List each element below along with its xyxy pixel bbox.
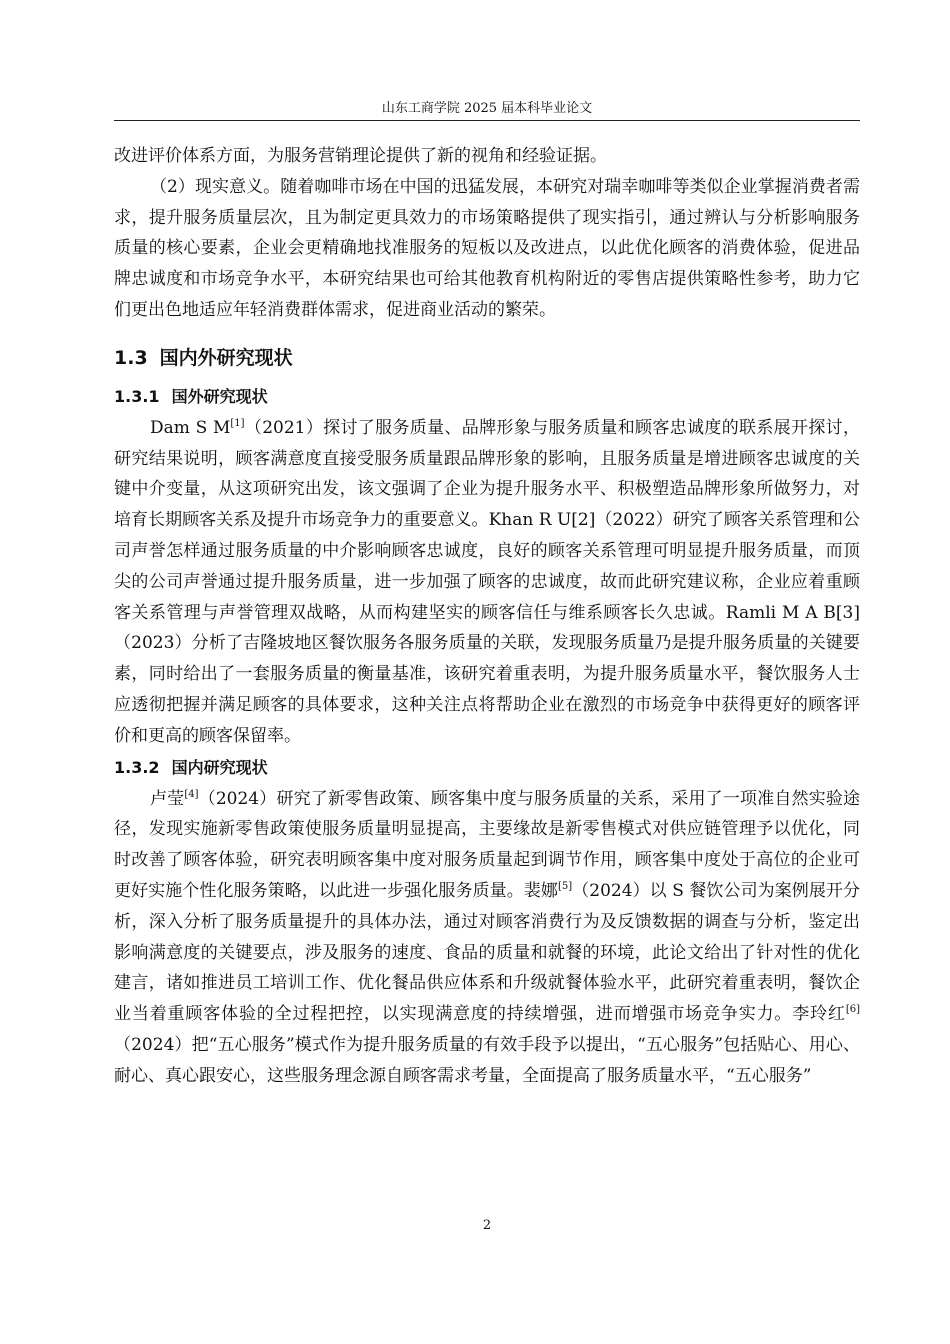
- subsection-title: 国外研究现状: [171, 386, 268, 406]
- paragraph-text: 卢莹: [150, 788, 185, 809]
- section-number: 1.3: [114, 346, 148, 369]
- running-header: 山东工商学院 2025 届本科毕业论文: [381, 101, 593, 116]
- paragraph-text: （2024）以 S 餐饮公司为案例展开分析，深入分析了服务质量提升的具体办法，通过对顾客消费行为及反馈数据的调查与分析，鉴定出影响满意度的关键要点，涉及服务的速度、食品的质量和就餐的环境，此论文给出了针对性的优化建言，诸如推进员工培训工作、优化餐品供应体系和升级就餐体验水平，此研究着重表明，餐饮企业当着重顾客体验的全过程把控，以实现满意度的持续增强，进而增强市场竞争实力。李玲红: [114, 880, 861, 1025]
- page-body: [114, 141, 860, 1092]
- citation-ref: [4]: [184, 788, 199, 800]
- paragraph-text: （2024）把“五心服务”模式作为提升服务质量的有效手段予以提出，“五心服务”包括贴心、用心、耐心、真心跟安心，这些服务理念源自顾客需求考量，全面提高了服务质量水平，“五心服务”: [114, 1034, 860, 1086]
- subsection-title: 国内研究现状: [171, 757, 268, 777]
- paragraph-domestic-research: [114, 784, 860, 1092]
- page-number: 2: [482, 1218, 492, 1233]
- subsection-number: 1.3.1: [114, 386, 160, 406]
- section-title: 国内外研究现状: [159, 346, 293, 369]
- citation-ref: [5]: [557, 880, 573, 892]
- subsection-heading-1-3-2: [114, 756, 860, 780]
- subsection-heading-1-3-1: [114, 385, 860, 409]
- author-name: Dam S M: [150, 417, 231, 438]
- citation-ref: [1]: [230, 417, 245, 429]
- header-rule: [114, 120, 860, 121]
- citation-ref: [6]: [845, 1004, 860, 1016]
- paragraph-text: （2021）探讨了服务质量、品牌形象与服务质量和顾客忠诚度的联系展开探讨，研究结果说明，顾客满意度直接受服务质量跟品牌形象的影响，且服务质量是增进顾客忠诚度的关键中介变量，从这项研究出发，该文强调了企业为提升服务水平、积极塑造品牌形象所做努力，对培育长期顾客关系及提升市场竞争力的重要意义。Khan R U[2]（2022）研究了顾客关系管理和公司声誉怎样通过服务质量的中介影响顾客忠诚度，良好的顾客关系管理可明显提升服务质量，而顶尖的公司声誉通过提升服务质量，进一步加强了顾客的忠诚度，故而此研究建议称，企业应着重顾客关系管理与声誉管理双战略，从而构建坚实的顾客信任与维系顾客长久忠诚。Ramli M A B[3]（2023）分析了吉隆坡地区餐饮服务各服务质量的关联，发现服务质量乃是提升服务质量的关键要素，同时给出了一套服务质量的衡量基准，该研究着重表明，为提升服务质量水平，餐饮服务人士应透彻把握并满足顾客的具体要求，这种关注点将帮助企业在激烈的市场竞争中获得更好的顾客评价和更高的顾客保留率。: [114, 417, 860, 746]
- section-heading-1-3: [114, 343, 860, 373]
- paragraph-continuation: 改进评价体系方面，为服务营销理论提供了新的视角和经验证据。: [114, 146, 607, 166]
- paragraph-foreign-research: [114, 413, 860, 752]
- paragraph-practical-significance: （2）现实意义。随着咖啡市场在中国的迅猛发展，本研究对瑞幸咖啡等类似企业掌握消费者需求，提升服务质量层次，且为制定更具效力的市场策略提供了现实指引，通过辨认与分析影响服务质量的核心要素，企业会更精确地找准服务的短板以及改进点，以此优化顾客的消费体验，促进品牌忠诚度和市场竞争水平，本研究结果也可给其他教育机构附近的零售店提供策略性参考，助力它们更出色地适应年轻消费群体需求，促进商业活动的繁荣。: [114, 176, 860, 320]
- subsection-number: 1.3.2: [114, 757, 160, 777]
- paragraph-text: （2024）研究了新零售政策、顾客集中度与服务质量的关系，采用了一项准自然实验途径，发现实施新零售政策使服务质量明显提高，主要缘故是新零售模式对供应链管理予以优化，同时改善了顾客体验，研究表明顾客集中度对服务质量起到调节作用，顾客集中度处于高位的企业可更好实施个性化服务策略，以此进一步强化服务质量。裴娜: [114, 788, 861, 901]
